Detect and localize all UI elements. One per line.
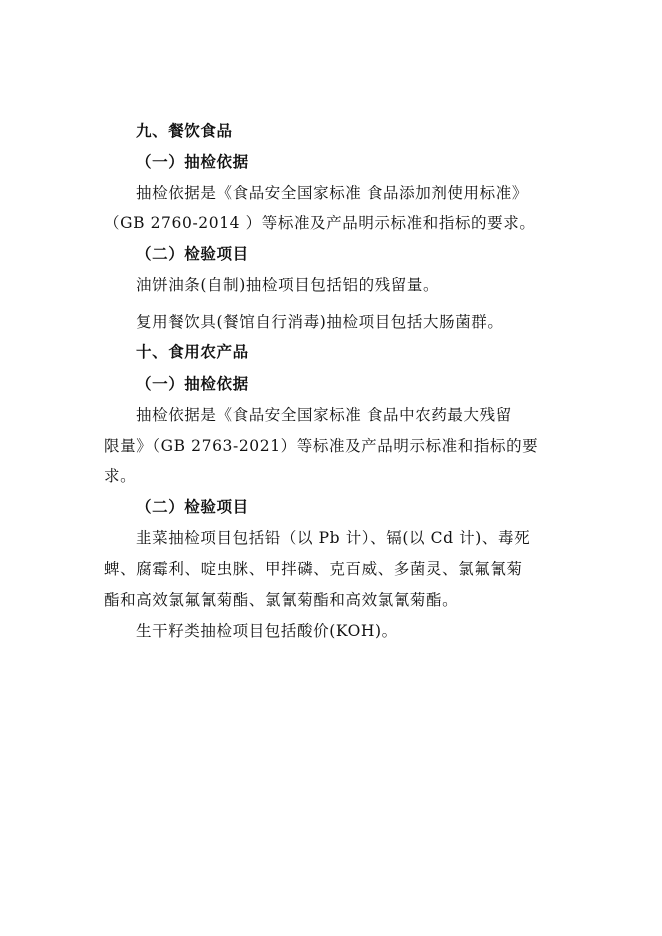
- basis-text-10-line2: 限量》（GB 2763-2021）等标准及产品明示标准和指标的要: [104, 437, 539, 455]
- section-heading-10: 十、食用农产品: [136, 342, 249, 361]
- item-9-1: 油饼油条(自制)抽检项目包括铝的残留量。: [136, 276, 440, 294]
- item-10-2: 生干籽类抽检项目包括酸价(KOH)。: [136, 622, 398, 640]
- basis-text-10-line1: 抽检依据是《食品安全国家标准 食品中农药最大残留: [136, 406, 512, 424]
- section-heading-9: 九、餐饮食品: [136, 121, 233, 140]
- item-9-2: 复用餐饮具(餐馆自行消毒)抽检项目包括大肠菌群。: [136, 313, 504, 331]
- subheading-items-9: （二）检验项目: [136, 244, 249, 263]
- item-10-1-line1: 韭菜抽检项目包括铅（以 Pb 计）、镉(以 Cd 计)、毒死: [136, 529, 531, 547]
- item-10-1-line2: 蜱、腐霉利、啶虫脒、甲拌磷、克百威、多菌灵、氯氟氰菊: [104, 560, 523, 578]
- basis-text-9-line2: （GB 2760-2014 ）等标准及产品明示标准和指标的要求。: [104, 214, 536, 232]
- basis-text-10-line3: 求。: [104, 467, 137, 485]
- subheading-items-10: （二）检验项目: [136, 497, 249, 516]
- item-10-1-line3: 酯和高效氯氟氰菊酯、氯氰菊酯和高效氯氰菊酯。: [104, 591, 459, 609]
- subheading-basis-9: （一）抽检依据: [136, 152, 249, 171]
- subheading-basis-10: （一）抽检依据: [136, 374, 249, 393]
- basis-text-9-line1: 抽检依据是《食品安全国家标准 食品添加剂使用标准》: [136, 184, 528, 202]
